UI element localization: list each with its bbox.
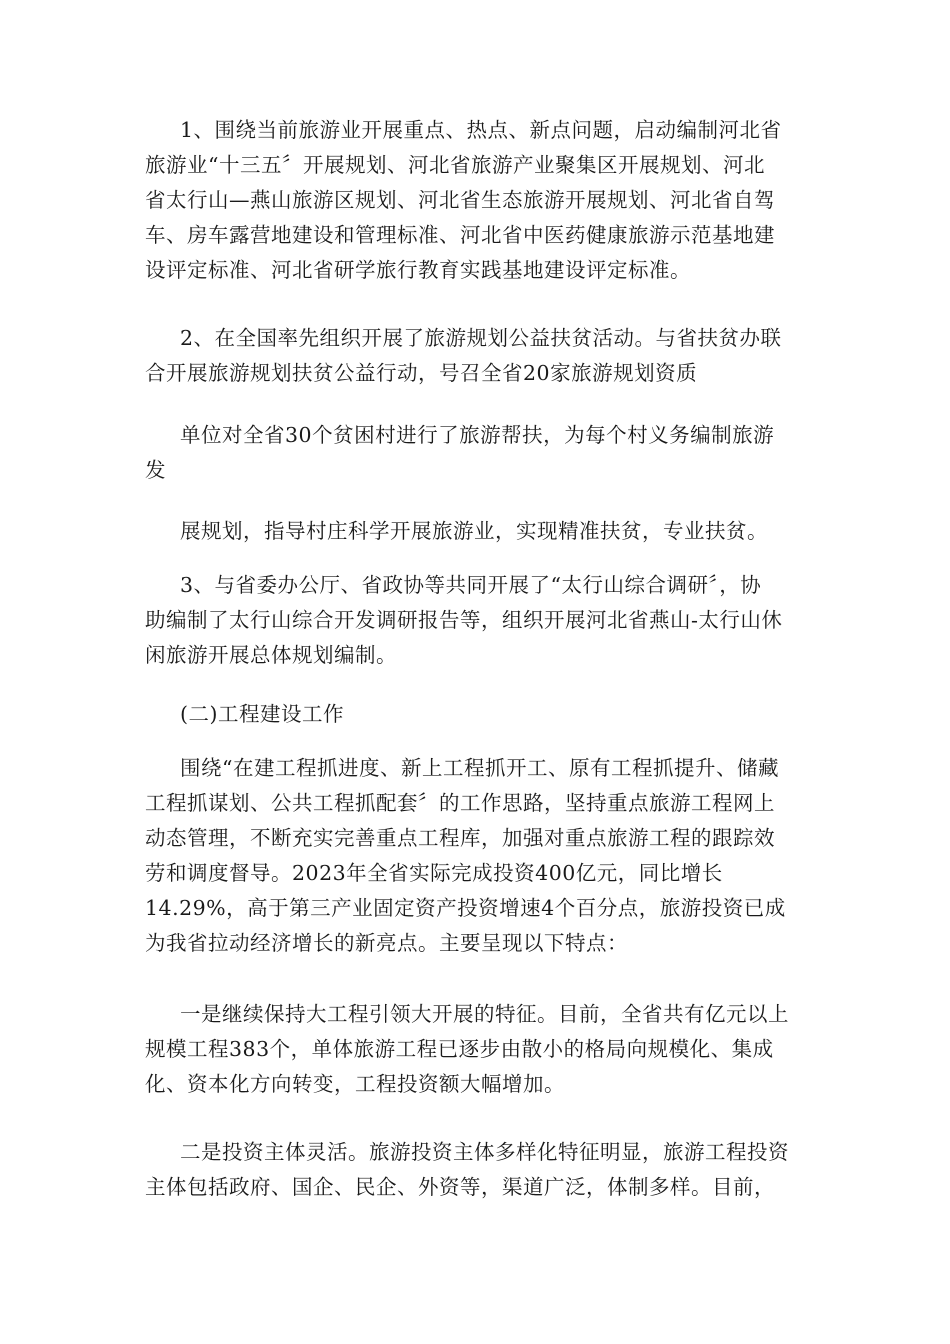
section-heading: (二)工程建设工作: [180, 702, 344, 726]
paragraph-7-line-3: 动态管理，不断充实完善重点工程库，加强对重点旅游工程的跟踪效: [145, 826, 775, 850]
paragraph-1-line-4: 车、房车露营地建设和管理标准、河北省中医药健康旅游示范基地建: [145, 223, 775, 247]
paragraph-8-line-1: 一是继续保持大工程引领大开展的特征。目前，全省共有亿元以上: [180, 1002, 789, 1026]
paragraph-5-line-3: 闲旅游开展总体规划编制。: [145, 643, 397, 667]
paragraph-9-line-1: 二是投资主体灵活。旅游投资主体多样化特征明显，旅游工程投资: [180, 1140, 789, 1164]
paragraph-7-line-5: 14.29%，高于第三产业固定资产投资增速4个百分点，旅游投资已成: [145, 896, 786, 920]
paragraph-8-line-2: 规模工程383个，单体旅游工程已逐步由散小的格局向规模化、集成: [145, 1037, 774, 1061]
paragraph-3-line-1: 单位对全省30个贫困村进行了旅游帮扶，为每个村义务编制旅游: [180, 423, 775, 447]
paragraph-1-line-2: 旅游业“十三五〞开展规划、河北省旅游产业聚集区开展规划、河北: [145, 153, 765, 177]
paragraph-7-line-4: 劳和调度督导。2023年全省实际完成投资400亿元，同比增长: [145, 861, 723, 885]
paragraph-7-line-1: 围绕“在建工程抓进度、新上工程抓开工、原有工程抓提升、储藏: [180, 756, 779, 780]
paragraph-8-line-3: 化、资本化方向转变，工程投资额大幅增加。: [145, 1072, 565, 1096]
paragraph-7-line-2: 工程抓谋划、公共工程抓配套〞的工作思路，坚持重点旅游工程网上: [145, 791, 775, 815]
paragraph-4-line-1: 展规划，指导村庄科学开展旅游业，实现精准扶贫，专业扶贫。: [180, 519, 768, 543]
paragraph-2-line-1: 2、在全国率先组织开展了旅游规划公益扶贫活动。与省扶贫办联: [180, 326, 782, 350]
paragraph-2-line-2: 合开展旅游规划扶贫公益行动，号召全省20家旅游规划资质: [145, 361, 698, 385]
paragraph-5-line-1: 3、与省委办公厅、省政协等共同开展了“太行山综合调研〞，协: [180, 573, 762, 597]
paragraph-3-line-2: 发: [145, 458, 166, 482]
paragraph-9-line-2: 主体包括政府、国企、民企、外资等，渠道广泛，体制多样。目前，: [145, 1175, 775, 1199]
paragraph-1-line-5: 设评定标准、河北省研学旅行教育实践基地建设评定标准。: [145, 258, 691, 282]
paragraph-5-line-2: 助编制了太行山综合开发调研报告等，组织开展河北省燕山-太行山休: [145, 608, 783, 632]
paragraph-1-line-3: 省太行山—燕山旅游区规划、河北省生态旅游开展规划、河北省自驾: [145, 188, 775, 212]
paragraph-1-line-1: 1、围绕当前旅游业开展重点、热点、新点问题，启动编制河北省: [180, 118, 782, 142]
paragraph-7-line-6: 为我省拉动经济增长的新亮点。主要呈现以下特点：: [145, 931, 628, 955]
